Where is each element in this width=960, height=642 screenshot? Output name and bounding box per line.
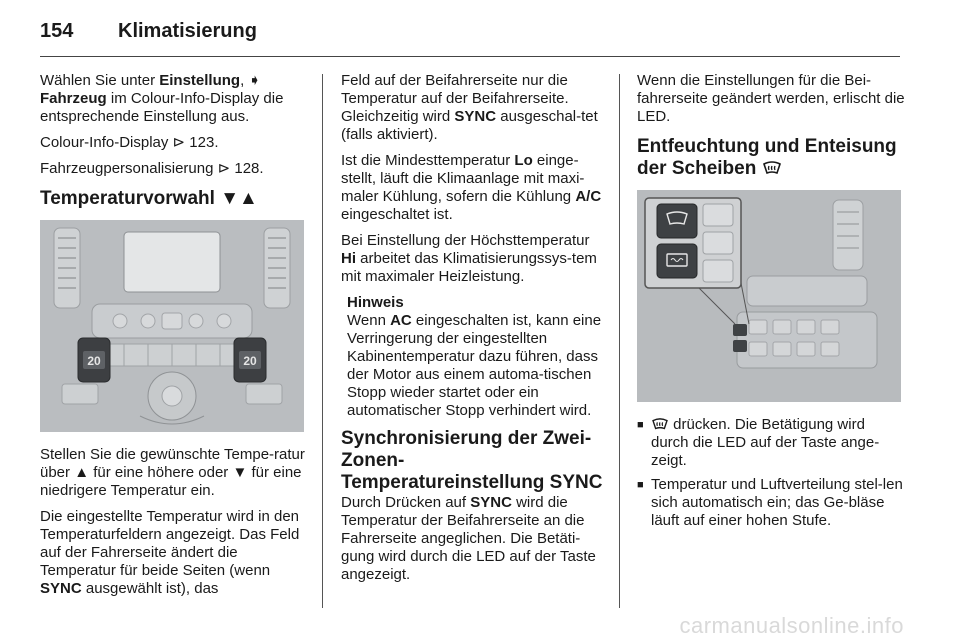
paragraph-led-off: Wenn die Einstellungen für die Bei-fahrerseite geändert werden, erlischt die LED. xyxy=(637,72,905,125)
windscreen-defrost-icon xyxy=(762,161,782,177)
left-temp-display: 20 xyxy=(87,354,101,368)
menu-item-fahrzeug: Fahrzeug xyxy=(40,90,107,107)
menu-arrow-icon: ➧ xyxy=(248,72,261,89)
cross-reference-colour-info: Colour-Info-Display ⊳ 123. xyxy=(40,134,219,151)
climate-panel-illustration xyxy=(40,220,304,432)
paragraph-min-temperature: Ist die Mindesttemperatur Lo einge-stellt, läuft die Klimaanlage mit maxi-maler Kühlung, sofern die Kühlung A/C eingeschaltet ist. xyxy=(341,152,602,223)
climate-panel-drawing xyxy=(40,220,304,432)
windscreen-defrost-icon xyxy=(651,418,669,432)
paragraph-sync: Durch Drücken auf SYNC wird die Temperatur der Beifahrerseite an die Fahrerseite angeglichen. Die Betäti-gung wird durch die LED auf der Taste angezeigt. xyxy=(341,494,596,583)
watermark: carmanualsonline.info xyxy=(679,613,904,638)
header-divider xyxy=(40,56,900,57)
column-2 xyxy=(341,72,603,592)
column-divider-2 xyxy=(619,74,620,608)
section-heading-sync: Synchronisierung der Zwei-Zonen-Temperatureinstellung SYNC xyxy=(341,428,603,493)
paragraph-settings: Wählen Sie unter Einstellung, ➧ Fahrzeug im Colour-Info-Display die entsprechende Einstellung aus. xyxy=(40,72,284,125)
defrost-button-illustration xyxy=(637,190,901,402)
section-heading-entfeuchtung: Entfeuchtung und Enteisung der Scheiben xyxy=(637,136,897,179)
defrost-panel-drawing xyxy=(637,190,901,402)
bullet-icon: ■ xyxy=(637,419,644,431)
paragraph-max-temperature: Bei Einstellung der Höchsttemperatur Hi arbeitet das Klimatisierungssys-tem mit maximaler Heizleistung. xyxy=(341,232,597,285)
note-box xyxy=(341,294,603,420)
page-header xyxy=(40,20,257,50)
page-number: 154 xyxy=(40,20,74,42)
paragraph-passenger-field: Feld auf der Beifahrerseite nur die Temperatur auf der Beifahrerseite. Gleichzeitig wird SYNC ausgeschal-tet (falls aktiviert). xyxy=(341,72,598,143)
note-title: Hinweis xyxy=(347,294,404,311)
note-text: Wenn AC eingeschalten ist, kann eine Verringerung der eingestellten Kabinentemperatur dazu führen, dass der Motor aus einem automa-tischen Stopp wieder startet oder ein automatischer Stopp verhindert wird. xyxy=(347,312,602,419)
section-heading-temperaturvorwahl: Temperaturvorwahl ▼▲ xyxy=(40,188,258,209)
column-1 xyxy=(40,72,305,606)
list-item-auto-settings: ■ Temperatur und Luftverteilung stel-len sich automatisch ein; das Ge-bläse läuft auf einer hohen Stufe. xyxy=(637,476,903,529)
paragraph-temperature-fields: Die eingestellte Temperatur wird in den Temperaturfeldern angezeigt. Das Feld auf der Fahrerseite ändert die Temperatur für beide Seiten (wenn SYNC ausgewählt ist), das xyxy=(40,508,300,597)
paragraph-set-temperature: Stellen Sie die gewünschte Tempe-ratur über ▲ für eine höhere oder ▼ für eine niedrigere Temperatur ein. xyxy=(40,446,305,499)
column-3 xyxy=(637,72,905,536)
column-divider-1 xyxy=(322,74,323,608)
page-reference-icon: ⊳ xyxy=(172,134,186,151)
list-item-defrost: ■ drücken. Die Betätigung wird durch die LED auf der Taste ange-zeigt. xyxy=(637,416,880,469)
bullet-icon: ■ xyxy=(637,479,644,491)
page-title: Klimatisierung xyxy=(118,20,257,42)
cross-reference-personalisierung: Fahrzeugpersonalisierung ⊳ 128. xyxy=(40,160,264,177)
menu-item-einstellung: Einstellung xyxy=(159,72,241,89)
right-temp-display: 20 xyxy=(243,354,257,368)
page-reference-icon: ⊳ xyxy=(217,160,231,177)
